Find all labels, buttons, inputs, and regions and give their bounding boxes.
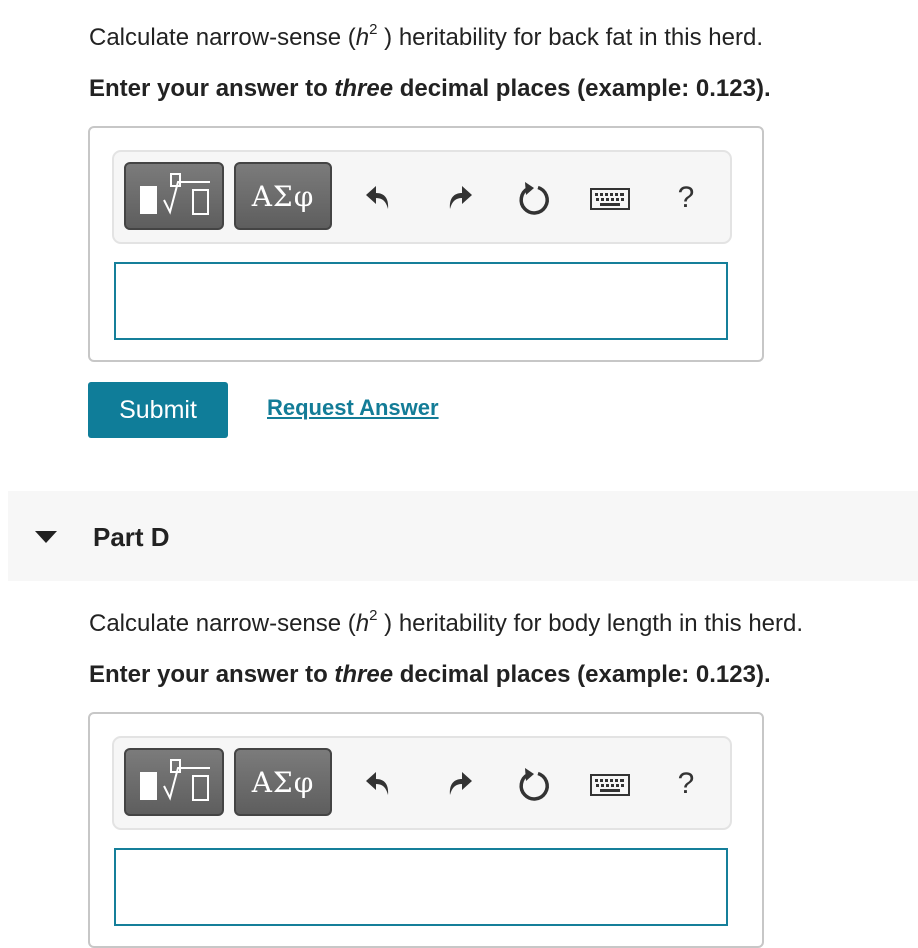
math-toolbar: [112, 150, 732, 244]
superscript-2: 2: [369, 21, 378, 38]
part-d-instruction: [89, 661, 771, 689]
undo-icon: [364, 766, 396, 798]
prompt-text-end: ) heritability for body length in this herd.: [377, 610, 804, 637]
templates-button[interactable]: [124, 748, 224, 816]
help-icon: ?: [677, 767, 695, 800]
instruction-emphasis: three: [334, 75, 394, 102]
redo-button[interactable]: [440, 760, 476, 804]
h-symbol: h: [355, 610, 370, 637]
h-symbol: h: [355, 24, 370, 51]
instruction-text-end: decimal places (example: 0.123).: [393, 75, 771, 102]
keyboard-button[interactable]: [588, 770, 632, 800]
redo-icon: [442, 766, 474, 798]
undo-button[interactable]: [362, 174, 398, 218]
undo-button[interactable]: [362, 760, 398, 804]
greek-symbols-icon: ΑΣφ: [251, 765, 315, 799]
greek-symbols-button[interactable]: [234, 748, 332, 816]
undo-icon: [364, 180, 396, 212]
instruction-text: Enter your answer to: [89, 75, 335, 102]
submit-button[interactable]: Submit: [88, 382, 228, 438]
request-answer-link[interactable]: Request Answer: [267, 395, 439, 420]
part-c-instruction: [89, 75, 771, 103]
keyboard-icon: [590, 773, 630, 797]
superscript-2: 2: [369, 607, 378, 624]
help-icon: ?: [677, 181, 695, 214]
part-c-answer-box: [88, 126, 764, 362]
reset-icon: [517, 766, 553, 802]
prompt-text: Calculate narrow-sense (: [89, 24, 356, 51]
redo-icon: [442, 180, 474, 212]
help-button[interactable]: [668, 762, 704, 806]
instruction-emphasis: three: [334, 661, 394, 688]
reset-button[interactable]: [516, 762, 554, 806]
templates-button[interactable]: [124, 162, 224, 230]
part-d-title: Part D: [93, 522, 170, 552]
part-d-prompt: [89, 607, 804, 641]
keyboard-icon: [590, 187, 630, 211]
prompt-text-end: ) heritability for back fat in this herd.: [377, 24, 763, 51]
templates-icon: [134, 756, 214, 808]
math-toolbar: [112, 736, 732, 830]
caret-down-icon: [34, 530, 58, 544]
reset-button[interactable]: [516, 176, 554, 220]
reset-icon: [517, 180, 553, 216]
part-d-header[interactable]: [8, 491, 918, 581]
instruction-text-end: decimal places (example: 0.123).: [393, 661, 771, 688]
keyboard-button[interactable]: [588, 184, 632, 214]
help-button[interactable]: [668, 176, 704, 220]
instruction-text: Enter your answer to: [89, 661, 335, 688]
part-d-answer-input[interactable]: [114, 848, 728, 926]
greek-symbols-button[interactable]: [234, 162, 332, 230]
part-d-answer-box: [88, 712, 764, 948]
prompt-text: Calculate narrow-sense (: [89, 610, 356, 637]
redo-button[interactable]: [440, 174, 476, 218]
greek-symbols-icon: ΑΣφ: [251, 179, 315, 213]
part-c-answer-input[interactable]: [114, 262, 728, 340]
templates-icon: [134, 170, 214, 222]
part-c-prompt: [89, 21, 763, 55]
